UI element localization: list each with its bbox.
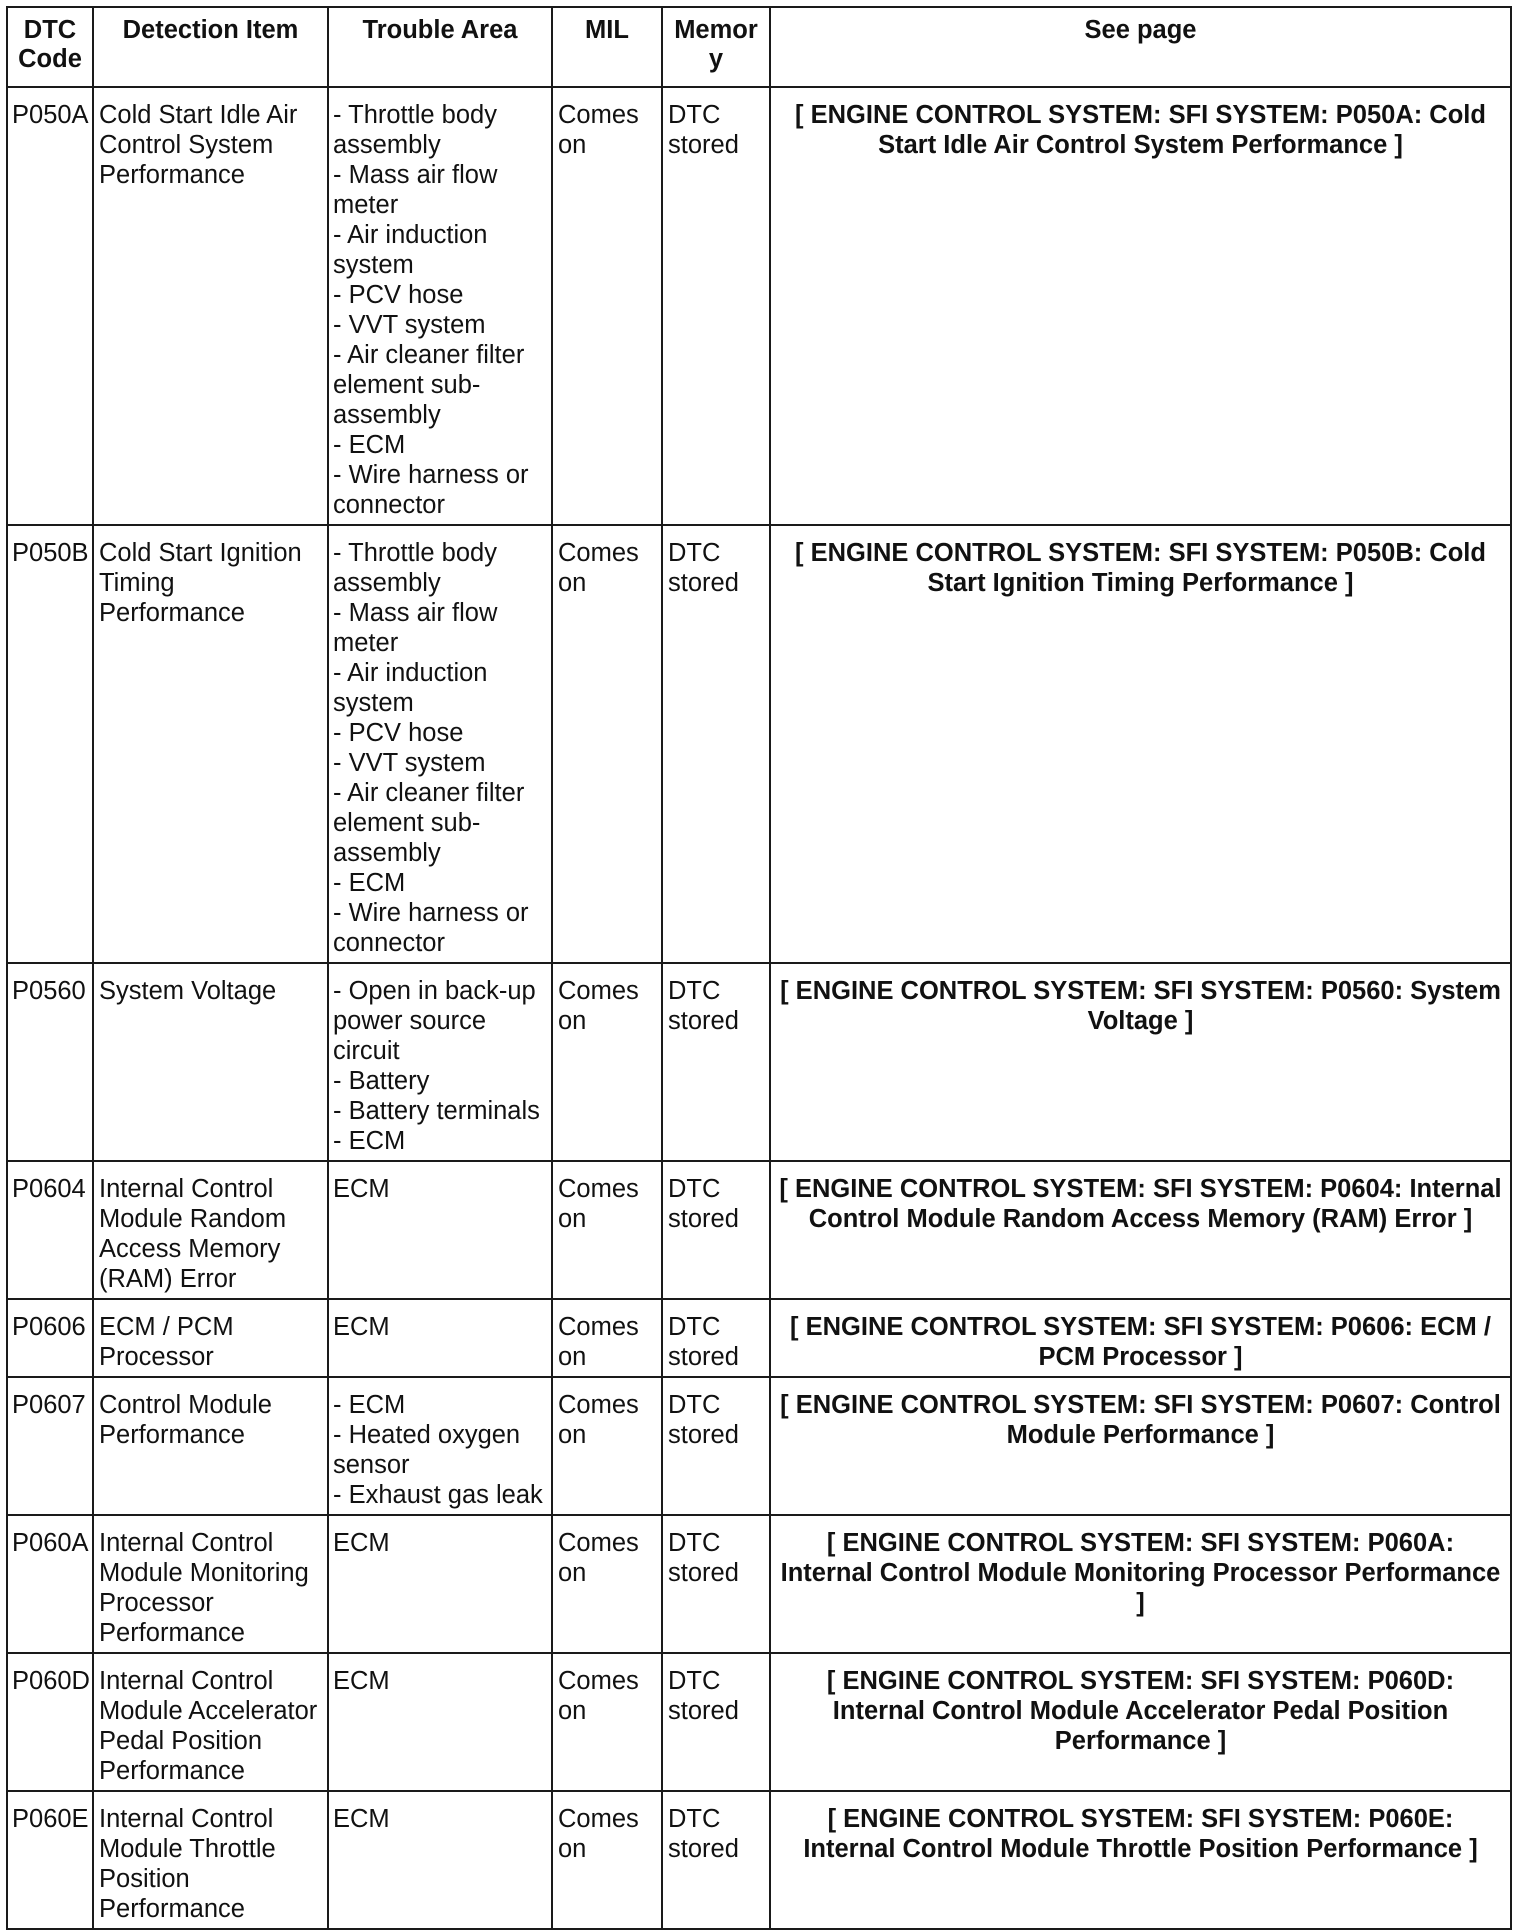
trouble-area-line: ECM bbox=[333, 1175, 390, 1203]
trouble-area-cell bbox=[328, 1299, 552, 1377]
trouble-area-line: ECM bbox=[333, 1805, 390, 1833]
trouble-area-line: - Wire harness or connector bbox=[333, 461, 529, 519]
trouble-area-line: - Air cleaner filter element sub-assembly bbox=[333, 779, 525, 867]
dtc-table bbox=[6, 6, 1512, 1930]
trouble-area-line: ECM bbox=[333, 1313, 390, 1341]
mil-cell: Comes on bbox=[552, 1791, 662, 1929]
dtc-code-cell: P060A bbox=[7, 1515, 93, 1653]
header-trouble-area: Trouble Area bbox=[328, 7, 552, 87]
trouble-area-cell bbox=[328, 525, 552, 963]
trouble-area-line: - Air cleaner filter element sub-assembly bbox=[333, 341, 525, 429]
trouble-area-line: - Heated oxygen sensor bbox=[333, 1421, 521, 1479]
header-dtc-code: DTC Code bbox=[7, 7, 93, 87]
see-page-link[interactable]: [ ENGINE CONTROL SYSTEM: SFI SYSTEM: P050B: Cold Start Ignition Timing Performance ] bbox=[795, 539, 1486, 597]
detection-item-cell: Internal Control Module Random Access Memory (RAM) Error bbox=[93, 1161, 328, 1299]
see-page-cell bbox=[770, 963, 1511, 1161]
see-page-cell bbox=[770, 1377, 1511, 1515]
trouble-area-line: - PCV hose bbox=[333, 281, 464, 309]
memory-cell: DTC stored bbox=[662, 525, 770, 963]
see-page-cell bbox=[770, 1161, 1511, 1299]
table-row bbox=[7, 1161, 1511, 1299]
dtc-code-cell: P0606 bbox=[7, 1299, 93, 1377]
trouble-area-cell bbox=[328, 1791, 552, 1929]
mil-cell: Comes on bbox=[552, 963, 662, 1161]
trouble-area-line: - Throttle body assembly bbox=[333, 539, 497, 597]
table-row bbox=[7, 1515, 1511, 1653]
see-page-link[interactable]: [ ENGINE CONTROL SYSTEM: SFI SYSTEM: P050A: Cold Start Idle Air Control System Performance ] bbox=[795, 101, 1486, 159]
detection-item-cell: System Voltage bbox=[93, 963, 328, 1161]
see-page-link[interactable]: [ ENGINE CONTROL SYSTEM: SFI SYSTEM: P060E: Internal Control Module Throttle Position Performance ] bbox=[803, 1805, 1478, 1863]
trouble-area-line: - Air induction system bbox=[333, 659, 488, 717]
see-page-cell bbox=[770, 525, 1511, 963]
see-page-cell bbox=[770, 1791, 1511, 1929]
memory-cell: DTC stored bbox=[662, 1299, 770, 1377]
trouble-area-cell bbox=[328, 1377, 552, 1515]
trouble-area-line: - ECM bbox=[333, 431, 406, 459]
dtc-code-cell: P050A bbox=[7, 87, 93, 525]
trouble-area-line: ECM bbox=[333, 1667, 390, 1695]
see-page-link[interactable]: [ ENGINE CONTROL SYSTEM: SFI SYSTEM: P0607: Control Module Performance ] bbox=[780, 1391, 1501, 1449]
table-row bbox=[7, 87, 1511, 525]
mil-cell: Comes on bbox=[552, 1161, 662, 1299]
trouble-area-line: - Mass air flow meter bbox=[333, 599, 498, 657]
trouble-area-line: - VVT system bbox=[333, 749, 486, 777]
trouble-area-cell bbox=[328, 1515, 552, 1653]
detection-item-cell: Internal Control Module Monitoring Processor Performance bbox=[93, 1515, 328, 1653]
see-page-link[interactable]: [ ENGINE CONTROL SYSTEM: SFI SYSTEM: P0560: System Voltage ] bbox=[780, 977, 1501, 1035]
see-page-link[interactable]: [ ENGINE CONTROL SYSTEM: SFI SYSTEM: P060A: Internal Control Module Monitoring Processor Performance ] bbox=[780, 1529, 1501, 1617]
dtc-code-cell: P0604 bbox=[7, 1161, 93, 1299]
memory-cell: DTC stored bbox=[662, 963, 770, 1161]
trouble-area-line: - ECM bbox=[333, 1391, 406, 1419]
trouble-area-line: - Mass air flow meter bbox=[333, 161, 498, 219]
trouble-area-line: - Battery bbox=[333, 1067, 430, 1095]
trouble-area-line: - VVT system bbox=[333, 311, 486, 339]
memory-cell: DTC stored bbox=[662, 1161, 770, 1299]
table-body bbox=[7, 87, 1511, 1929]
detection-item-cell: Cold Start Ignition Timing Performance bbox=[93, 525, 328, 963]
table-header-row bbox=[7, 7, 1511, 87]
trouble-area-line: - Throttle body assembly bbox=[333, 101, 497, 159]
trouble-area-cell bbox=[328, 87, 552, 525]
see-page-link[interactable]: [ ENGINE CONTROL SYSTEM: SFI SYSTEM: P0606: ECM / PCM Processor ] bbox=[790, 1313, 1491, 1371]
see-page-cell bbox=[770, 1515, 1511, 1653]
memory-cell: DTC stored bbox=[662, 1377, 770, 1515]
mil-cell: Comes on bbox=[552, 87, 662, 525]
memory-cell: DTC stored bbox=[662, 1515, 770, 1653]
see-page-link[interactable]: [ ENGINE CONTROL SYSTEM: SFI SYSTEM: P0604: Internal Control Module Random Access Memory (RAM) Error ] bbox=[779, 1175, 1502, 1233]
see-page-cell bbox=[770, 1653, 1511, 1791]
detection-item-cell: Internal Control Module Accelerator Pedal Position Performance bbox=[93, 1653, 328, 1791]
detection-item-cell: Internal Control Module Throttle Position Performance bbox=[93, 1791, 328, 1929]
see-page-link[interactable]: [ ENGINE CONTROL SYSTEM: SFI SYSTEM: P060D: Internal Control Module Accelerator Pedal Position Performance ] bbox=[826, 1667, 1455, 1755]
trouble-area-cell bbox=[328, 1161, 552, 1299]
dtc-code-cell: P0560 bbox=[7, 963, 93, 1161]
detection-item-cell: ECM / PCM Processor bbox=[93, 1299, 328, 1377]
table-row bbox=[7, 1299, 1511, 1377]
trouble-area-line: - ECM bbox=[333, 1127, 406, 1155]
memory-cell: DTC stored bbox=[662, 1653, 770, 1791]
mil-cell: Comes on bbox=[552, 525, 662, 963]
see-page-cell bbox=[770, 1299, 1511, 1377]
header-mil: MIL bbox=[552, 7, 662, 87]
table-row bbox=[7, 1377, 1511, 1515]
see-page-cell bbox=[770, 87, 1511, 525]
detection-item-cell: Cold Start Idle Air Control System Performance bbox=[93, 87, 328, 525]
mil-cell: Comes on bbox=[552, 1515, 662, 1653]
trouble-area-line: ECM bbox=[333, 1529, 390, 1557]
dtc-code-cell: P060D bbox=[7, 1653, 93, 1791]
trouble-area-line: - Open in back-up power source circuit bbox=[333, 977, 536, 1065]
table-row bbox=[7, 963, 1511, 1161]
dtc-code-cell: P0607 bbox=[7, 1377, 93, 1515]
trouble-area-line: - Wire harness or connector bbox=[333, 899, 529, 957]
dtc-code-cell: P050B bbox=[7, 525, 93, 963]
mil-cell: Comes on bbox=[552, 1653, 662, 1791]
trouble-area-line: - Air induction system bbox=[333, 221, 488, 279]
trouble-area-line: - PCV hose bbox=[333, 719, 464, 747]
memory-cell: DTC stored bbox=[662, 87, 770, 525]
mil-cell: Comes on bbox=[552, 1299, 662, 1377]
dtc-code-cell: P060E bbox=[7, 1791, 93, 1929]
trouble-area-line: - Exhaust gas leak bbox=[333, 1481, 543, 1509]
table-row bbox=[7, 525, 1511, 963]
trouble-area-cell bbox=[328, 1653, 552, 1791]
detection-item-cell: Control Module Performance bbox=[93, 1377, 328, 1515]
header-memory: Memory bbox=[662, 7, 770, 87]
table-row bbox=[7, 1653, 1511, 1791]
memory-cell: DTC stored bbox=[662, 1791, 770, 1929]
table-row bbox=[7, 1791, 1511, 1929]
mil-cell: Comes on bbox=[552, 1377, 662, 1515]
header-detection-item: Detection Item bbox=[93, 7, 328, 87]
trouble-area-cell bbox=[328, 963, 552, 1161]
trouble-area-line: - ECM bbox=[333, 869, 406, 897]
trouble-area-line: - Battery terminals bbox=[333, 1097, 540, 1125]
header-see-page: See page bbox=[770, 7, 1511, 87]
